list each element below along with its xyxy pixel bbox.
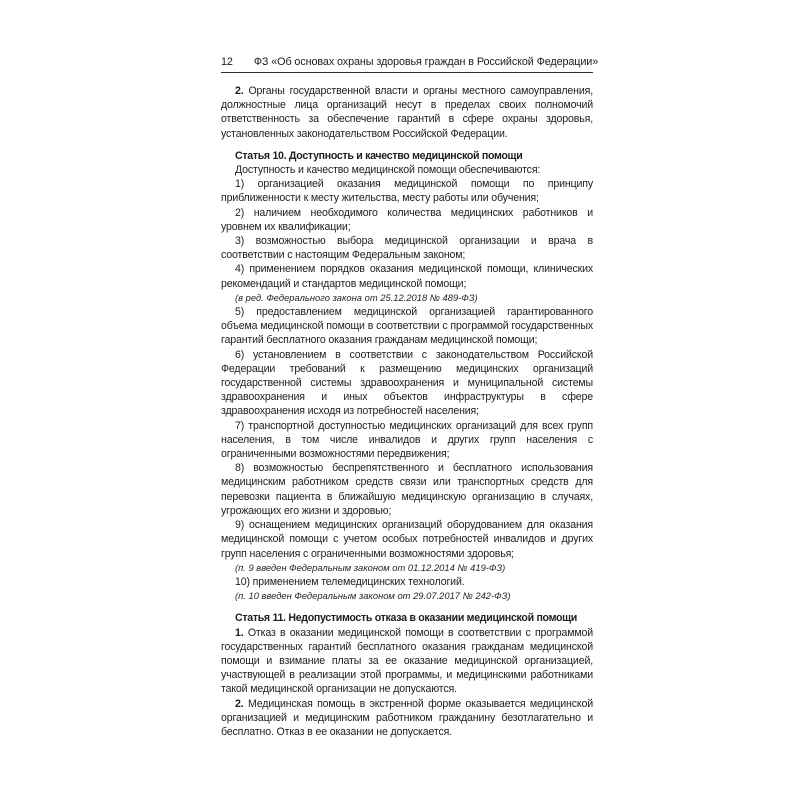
list-item-7: 7) транспортной доступностью медицинских организаций для всех групп населения, в том числе инвалидов и других групп населения с ограниченными возможностями передвижения;: [221, 419, 593, 461]
amendment-note-489: (в ред. Федерального закона от 25.12.2018 № 489-ФЗ): [235, 291, 478, 303]
list-item-6: 6) установлением в соответствии с законодательством Российской Федерации требований к размещению медицинских организаций государственной системы здравоохранения и муниципальной системы здравоохранения и иных объектов инфраструктуры в сфере здравоохранения исходя из потребностей населения;: [221, 348, 593, 418]
list-item-3: 3) возможностью выбора медицинской организации и врача в соответствии с настоящим Федеральным законом;: [221, 235, 593, 262]
list-item-4: 4) применением порядков оказания медицинской помощи, клинических рекомендаций и стандартов медицинской помощи;: [221, 263, 593, 290]
page-content-column: [221, 56, 599, 739]
paragraph-refusal-2: [221, 697, 593, 740]
paragraph-law-responsibility: [221, 84, 593, 141]
paragraph-refusal-1: [221, 626, 593, 697]
list-item-5: 5) предоставлением медицинской организацией гарантированного объема медицинской помощи в соответствии с программой государственных гарантий бесплатного оказания гражданам медицинской помощи;: [221, 306, 593, 347]
list-item-9: 9) оснащением медицинских организаций оборудованием для оказания медицинской помощи с учетом особых потребностей инвалидов и других групп населения с ограниченными возможностями здоровья;: [221, 519, 593, 560]
amendment-note-242: (п. 10 введен Федеральным законом от 29.07.2017 № 242-ФЗ): [235, 590, 511, 602]
article-10-heading: Статья 10. Доступность и качество медицинской помощи: [235, 149, 523, 162]
list-item-2: 2) наличием необходимого количества медицинских работников и уровнем их квалификации;: [221, 206, 593, 233]
body-text: [221, 84, 593, 739]
page-number: 12: [221, 56, 233, 68]
paragraph-text: Органы государственной власти и органы местного самоуправления, должностные лица организаций несут в пределах своих полномочий ответственность за обеспечение гарантий в сфере охраны здоровья, установленных законодательством Российской Федерации.: [221, 85, 593, 140]
list-item-8: 8) возможностью беспрепятственного и бесплатного использования медицинским работником средств связи или транспортных средств для перевозки пациента в ближайшую медицинскую организацию в случаях, угрожающих его жизни и здоровью;: [221, 462, 593, 517]
list-item-10: 10) применением телемедицинских технологий.: [235, 575, 465, 588]
list-item-1: 1) организацией оказания медицинской помощи по принципу приближенности к месту жительства, месту работы или обучения;: [221, 178, 593, 205]
paragraph-marker: 2.: [235, 697, 244, 710]
paragraph-marker: 1.: [235, 626, 244, 639]
paragraph-intro: Доступность и качество медицинской помощи обеспечиваются:: [235, 164, 541, 177]
paragraph-text: Медицинская помощь в экстренной форме оказывается медицинской организацией и медицинским работником гражданину безотлагательно и бесплатно. Отказ в ее оказании не допускается.: [221, 697, 594, 738]
paragraph-text: Отказ в оказании медицинской помощи в соответствии с программой государственных гарантий бесплатного оказания гражданам медицинской помощи и взимание платы за ее оказание медицинской организацией, участвующей в реализации этой программы, и медицинскими работниками такой медицинской организации не допускаются.: [221, 626, 593, 696]
amendment-note-419: (п. 9 введен Федеральным законом от 01.12.2014 № 419-ФЗ): [235, 561, 506, 573]
article-11-heading: Статья 11. Недопустимость отказа в оказании медицинской помощи: [235, 612, 577, 625]
running-header: [221, 56, 599, 73]
paragraph-marker: 2.: [235, 85, 244, 97]
running-title: ФЗ «Об основах охраны здоровья граждан в Российской Федерации»: [253, 56, 599, 68]
